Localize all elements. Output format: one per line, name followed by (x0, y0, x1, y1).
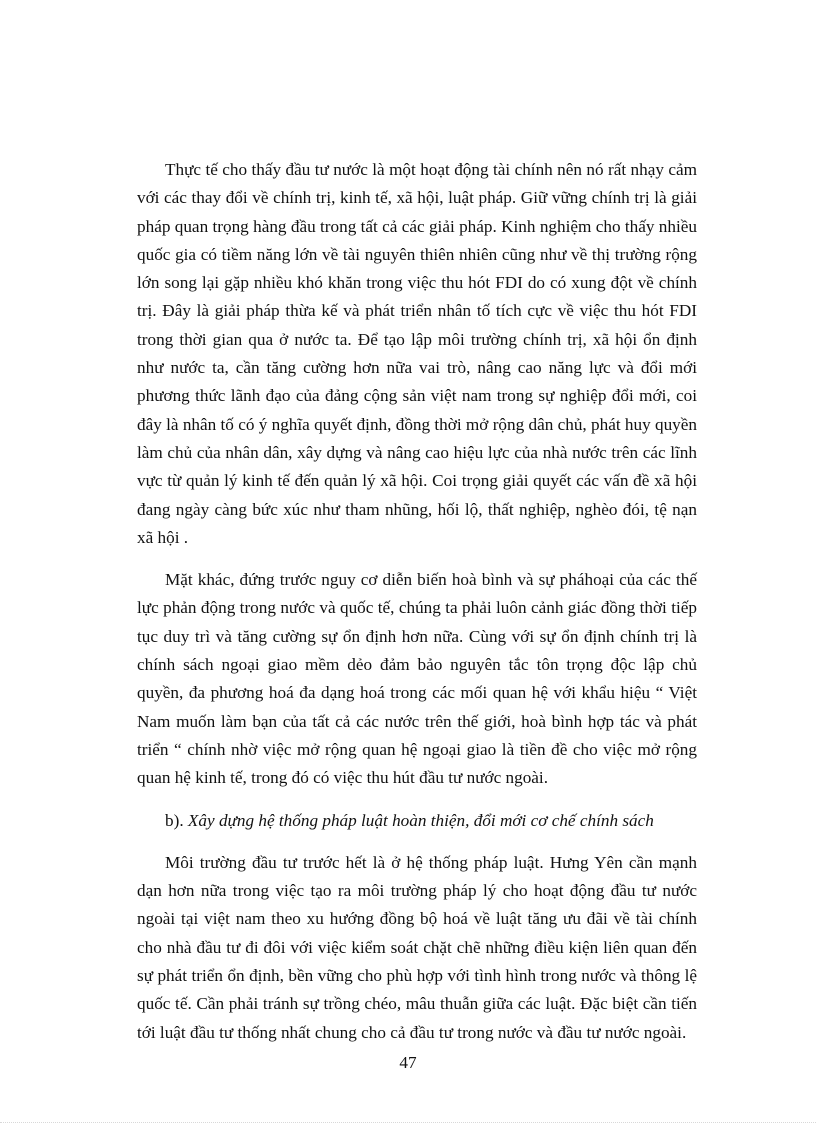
paragraph-legal-system: Môi trường đầu tư trước hết là ở hệ thống pháp luật. Hưng Yên cần mạnh dạn hơn nữa trong việc tạo ra môi trường pháp lý cho hoạt động đầu tư nước ngoài tại việt nam theo xu hướng đồng bộ hoá về luật tăng ưu đãi về tài chính cho nhà đầu tư đi đôi với việc kiểm soát chặt chẽ những điều kiện liên quan đến sự phát triển ổn định, bền vững cho phù hợp với tình hình trong nước và thông lệ quốc tế. Cần phải tránh sự trồng chéo, mâu thuẫn giữa các luật. Đặc biệt cần tiến tới luật đầu tư thống nhất chung cho cả đầu tư trong nước và đầu tư nước ngoài. (137, 852, 697, 1042)
page-number: 47 (399, 1053, 417, 1072)
section-heading-b (137, 807, 697, 835)
section-heading-label: b). (165, 810, 184, 830)
document-body (137, 156, 697, 1061)
section-heading-title: Xây dựng hệ thống pháp luật hoàn thiện, đổi mới cơ chế chính sách (187, 810, 654, 830)
paragraph-foreign-policy: Mặt khác, đứng trước nguy cơ diễn biến hoà bình và sự pháhoại của các thế lực phản động trong nước và quốc tế, chúng ta phải luôn cảnh giác đồng thời tiếp tục duy trì và tăng cường sự ổn định hơn nữa. Cùng với sự ổn định chính trị là chính sách ngoại giao mềm dẻo đảm bảo nguyên tắc tôn trọng độc lập chủ quyền, đa phương hoá đa dạng hoá trong các mối quan hệ với khẩu hiệu “ Việt Nam muốn làm bạn của tất cả các nước trên thế giới, hoà bình hợp tác và phát triển “ chính nhờ việc mở rộng quan hệ ngoại giao là tiền đề cho việc mở rộng quan hệ kinh tế, trong đó có việc thu hút đầu tư nước ngoài. (137, 570, 697, 788)
paragraph-political-stability: Thực tế cho thấy đầu tư nước là một hoạt động tài chính nên nó rất nhạy cảm với các thay đổi về chính trị, kinh tế, xã hội, luật pháp. Giữ vững chính trị là giải pháp quan trọng hàng đầu trong tất cả các giải pháp. Kinh nghiệm cho thấy nhiều quốc gia có tiềm năng lớn về tài nguyên thiên nhiên cũng như về thị trường rộng lớn song lại gặp nhiều khó khăn trong việc thu hót FDI do có xung đột về chính trị. Đây là giải pháp thừa kế và phát triển nhân tố tích cực về việc thu hót FDI trong thời gian qua ở nước ta. Để tạo lập môi trường chính trị, xã hội ổn định như nước ta, cần tăng cường hơn nữa vai trò, nâng cao năng lực và đổi mới phương thức lãnh đạo của đảng cộng sản việt nam trong sự nghiệp đổi mới, coi đây là nhân tố có ý nghĩa quyết định, đồng thời mở rộng dân chủ, phát huy quyền làm chủ của nhân dân, xây dựng và nâng cao hiệu lực của nhà nước trên các lĩnh vực từ quản lý kinh tế đến quản lý xã hội. Coi trọng giải quyết các vấn đề xã hội đang ngày càng bức xúc như tham nhũng, hối lộ, thất nghiệp, nghèo đói, tệ nạn xã hội . (137, 160, 697, 547)
